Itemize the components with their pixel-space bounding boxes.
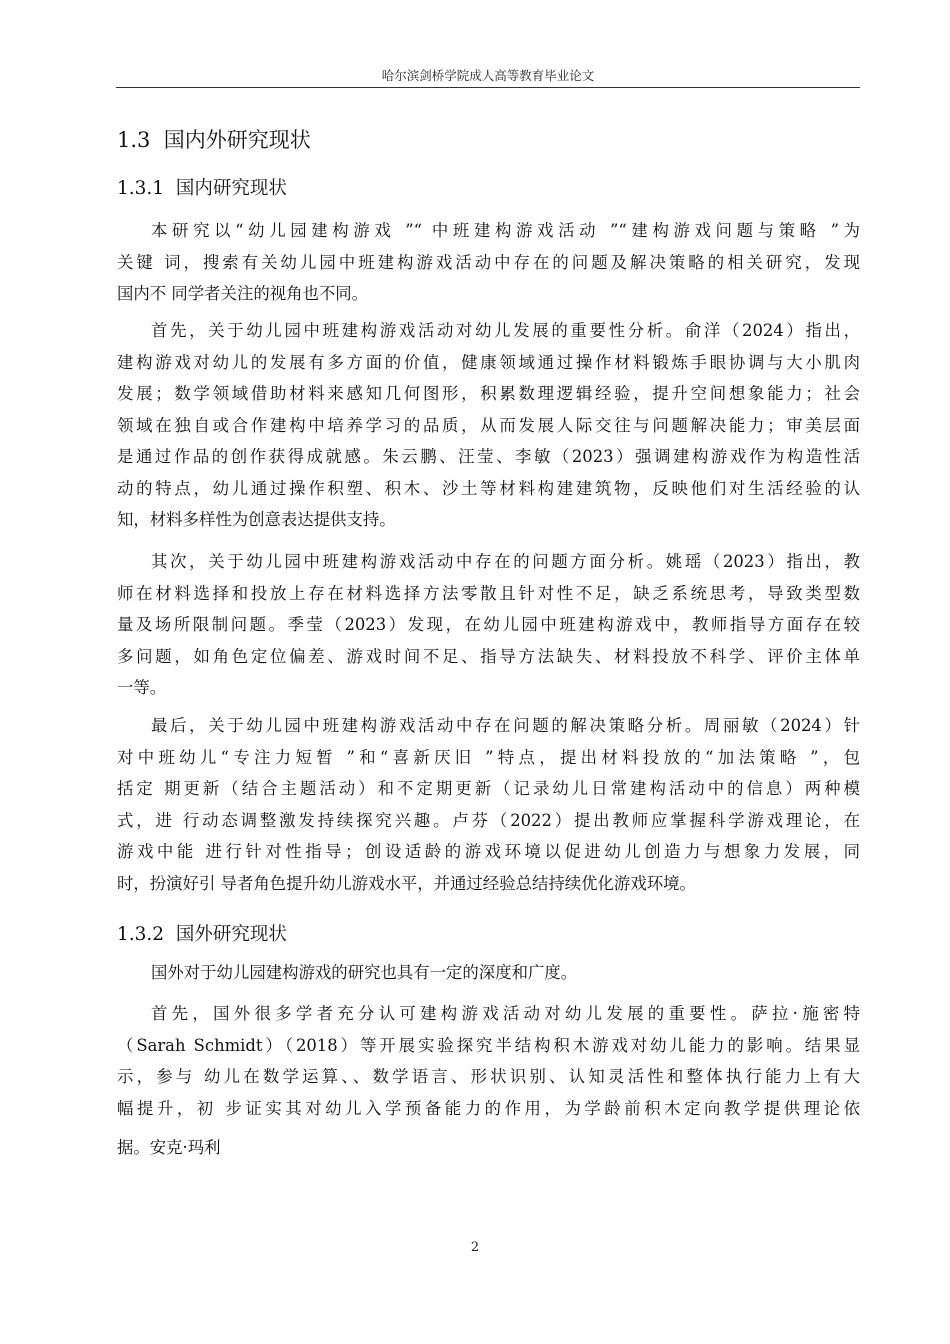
paragraph-domestic-importance: [117, 315, 860, 536]
text-line: 知，材料多样性为创意表达提供支持。: [117, 510, 396, 529]
text-line: 一等。: [117, 678, 167, 697]
running-header: 哈尔滨剑桥学院成人高等教育毕业论文: [381, 68, 595, 83]
paragraph-domestic-strategies: [117, 710, 860, 899]
text-line: 其次，关于幼儿园中班建构游戏活动中存在的问题方面分析。姚瑶（2023）指出，教: [151, 552, 860, 571]
text-line: 动的特点，幼儿通过操作积塑、积木、沙土等材料构建建筑物，反映他们对生活经验的认: [117, 478, 860, 498]
section-heading: [117, 124, 311, 154]
section-title: 国内外研究现状: [163, 128, 311, 152]
text-line: 游戏中能 进行针对性指导；创设适龄的游戏环境以促进幼儿创造力与想象力发展，同: [117, 842, 860, 861]
text-line: 对中班幼儿“专注力短暂 ”和“喜新厌旧 ”特点，提出材料投放的“加法策略 ”，包: [117, 747, 860, 767]
text-line: 关键 词，搜索有关幼儿园中班建构游戏活动中存在的问题及解决策略的相关研究，发现: [117, 252, 860, 272]
paragraph-foreign-intro: [117, 957, 860, 989]
text-line: 师在材料选择和投放上存在材料选择方法零散且针对性不足，缺乏系统思考，导致类型数: [117, 583, 860, 603]
text-line: 多问题，如角色定位偏差、游戏时间不足、指导方法缺失、材料投放不科学、评价主体单: [117, 646, 860, 666]
header-rule: [116, 87, 860, 88]
text-line: 时，扮演好引 导者角色提升幼儿游戏水平，并通过经验总结持续优化游戏环境。: [117, 873, 696, 893]
text-line: 首先，国外很多学者充分认可建构游戏活动对幼儿发展的重要性。萨拉·施密特: [151, 1004, 860, 1023]
text-line: 建构游戏对幼儿的发展有多方面的价值，健康领域通过操作材料锻炼手眼协调与大小肌肉: [117, 352, 860, 372]
text-line: （Sarah Schmidt）（2018）等开展实验探究半结构积木游戏对幼儿能力的影响。结果显: [117, 1035, 860, 1055]
subsection-number: 1.3.1: [117, 178, 165, 199]
paragraph-domestic-intro: [117, 215, 860, 310]
text-line: 式，进 行动态调整激发持续探究兴趣。卢芬（2022）提出教师应掌握科学游戏理论，在: [117, 810, 860, 830]
subsection-heading-domestic: [117, 174, 287, 200]
text-line: 幅提升，初 步证实其对幼儿入学预备能力的作用，为学龄前积木定向教学提供理论依: [117, 1098, 860, 1118]
text-line: 首先，关于幼儿园中班建构游戏活动对幼儿发展的重要性分析。俞洋（2024）指出，: [151, 321, 860, 340]
text-line: 量及场所限制问题。季莹（2023）发现，在幼儿园中班建构游戏中，教师指导方面存在较: [117, 615, 860, 634]
section-number: 1.3: [117, 128, 151, 152]
text-line: 领域在独自或合作建构中培养学习的品质，从而发展人际交往与问题解决能力；审美层面: [117, 415, 860, 435]
text-line: 示，参与 幼儿在数学运算、、数学语言、形状识别、认知灵活性和整体执行能力上有大: [117, 1067, 860, 1086]
subsection-title: 国内研究现状: [175, 178, 287, 199]
paragraph-foreign-importance: [117, 998, 860, 1164]
text-line: 最后，关于幼儿园中班建构游戏活动中存在问题的解决策略分析。周丽敏（2024）针: [151, 716, 860, 735]
text-line: 括定 期更新（结合主题活动）和不定期更新（记录幼儿日常建构活动中的信息）两种模: [117, 779, 860, 798]
text-line: 是通过作品的创作获得成就感。朱云鹏、汪莹、李敏（2023）强调建构游戏作为构造性活: [117, 447, 860, 466]
subsection-heading-foreign: [117, 920, 287, 946]
text-line: 发展；数学领域借助材料来感知几何图形，积累数理逻辑经验，提升空间想象能力；社会: [117, 384, 860, 403]
text-line: 据。安克·玛利: [117, 1138, 221, 1157]
text-line: 国外对于幼儿园建构游戏的研究也具有一定的深度和广度。: [151, 963, 578, 982]
subsection-number: 1.3.2: [117, 924, 165, 945]
text-line: 本研究以“幼儿园建构游戏 ”“ 中班建构游戏活动 ”“建构游戏问题与策略 ”为: [151, 221, 860, 240]
page-number: 2: [470, 1240, 480, 1255]
paragraph-domestic-problems: [117, 546, 860, 704]
subsection-title: 国外研究现状: [175, 924, 287, 945]
text-line: 国内不 同学者关注的视角也不同。: [117, 284, 369, 303]
